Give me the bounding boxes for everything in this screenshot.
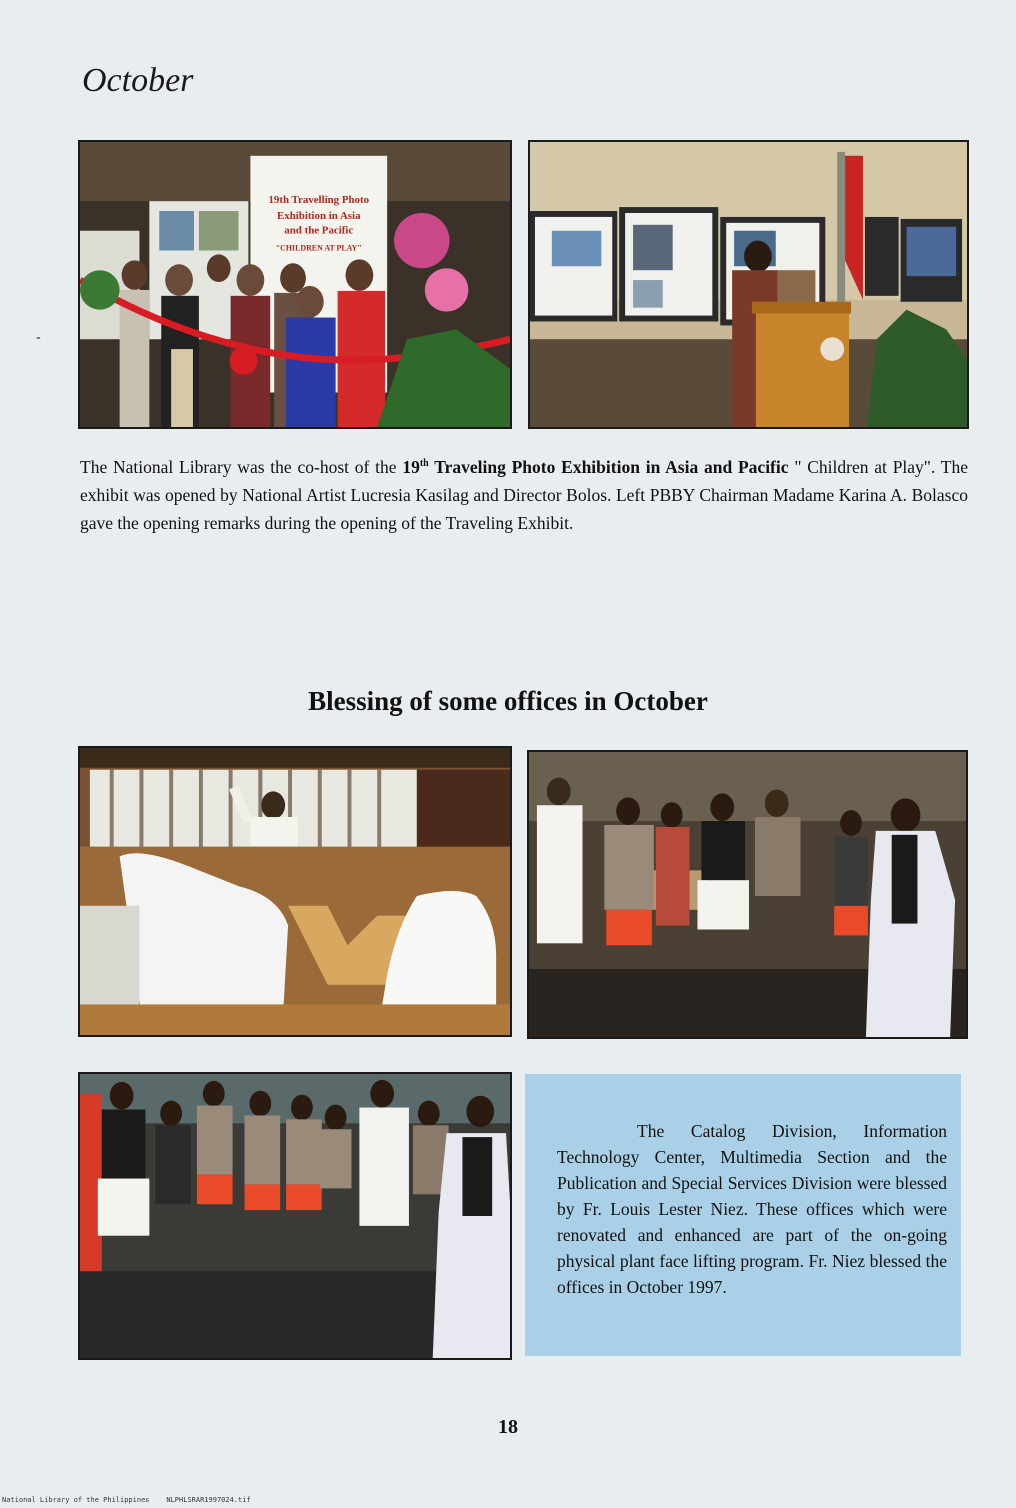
caption-bold-num: 19 <box>402 456 420 477</box>
section-heading: Blessing of some offices in October <box>308 686 708 716</box>
opening-remarks-photo <box>528 140 969 429</box>
sign-line-3: and the Pacific <box>284 224 354 237</box>
caption-bold-rest: Traveling Photo Exhibition in Asia and Pacific <box>428 456 789 477</box>
staff-lined-up-photo <box>78 1072 512 1360</box>
footer-source-name: National Library of the Philippines <box>2 1496 150 1504</box>
caption-part1: The National Library was the co-host of the <box>80 456 403 477</box>
stray-mark: - <box>36 330 41 345</box>
page-title: October <box>82 62 194 99</box>
caption-part2: " Children at Play". The exhibit was opened by National Artist Lucresia Kasilag and Director Bolos. Left PBBY Chairman Madame Karina A. Bolasco gave the opening remarks during the opening of the Traveling Exhibit. <box>80 456 969 533</box>
caption-bold-sup: th <box>419 458 429 469</box>
staff-gathered-photo <box>527 750 968 1039</box>
sign-line-1: 19th Travelling Photo <box>268 194 370 207</box>
footer-source <box>2 1496 251 1504</box>
exhibit-caption <box>80 450 968 537</box>
ribbon-cutting-photo <box>78 140 512 429</box>
page-number: 18 <box>498 1416 518 1438</box>
office-blessing-photo <box>78 746 512 1037</box>
sign-line-4: "CHILDREN AT PLAY" <box>275 243 362 253</box>
sign-line-2: Exhibition in Asia <box>277 209 361 222</box>
footer-file-name: NLPHLSRAR1997024.tif <box>166 1496 251 1504</box>
office-blessing-text-box: The Catalog Division, Information Technology Center, Multimedia Section and the Publication and Special Services Division were blessed by Fr. Louis Lester Niez. These offices which were renovated and enhanced are part of the on-going physical plant face lifting program. Fr. Niez blessed the offices in October 1997. <box>525 1074 961 1356</box>
